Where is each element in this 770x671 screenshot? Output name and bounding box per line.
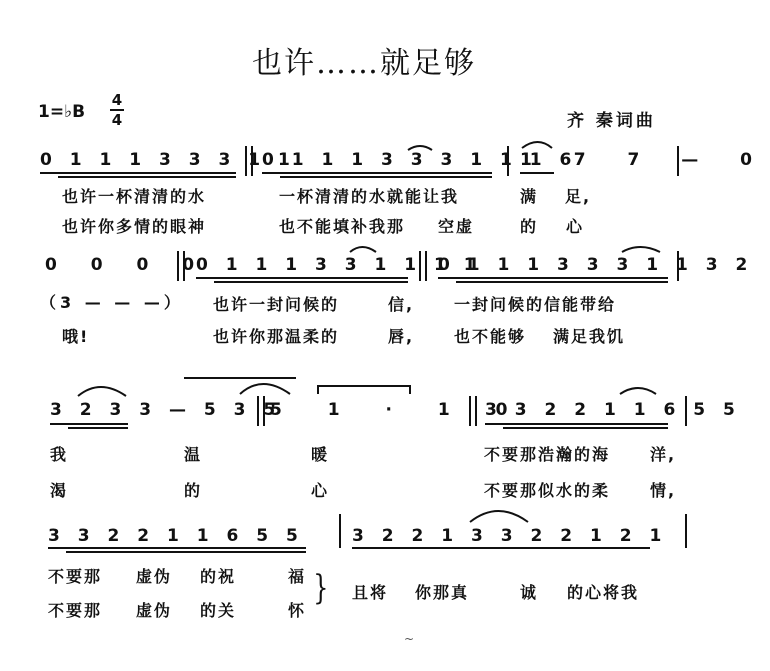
system2-measure1: 0 0 0 0: [45, 255, 209, 275]
lyric: 不要那: [48, 567, 103, 586]
slur: [240, 384, 290, 394]
system2-measure3: 0 1 1 1 3 3 3 1 1 3 2: [438, 255, 754, 275]
system1-measure2: 0 1 1 1 3 3 3 1 1 1 6: [262, 150, 578, 170]
lyric: 也许一杯清清的水: [62, 187, 207, 206]
system3-measure3: 3 3 2 2 1 1 6 5 5: [485, 400, 741, 420]
lyric: 也不能够: [454, 327, 527, 346]
lyric: 我: [50, 445, 69, 464]
lyric: 哦!: [62, 327, 90, 346]
lyric: 唇,: [388, 327, 415, 346]
lyric: 也许一封问候的: [213, 295, 340, 314]
lyric: 信,: [388, 295, 415, 314]
lyric: 洋,: [650, 445, 677, 464]
lyric: 不要那: [48, 601, 103, 620]
lyric: 怀: [288, 601, 307, 620]
composer-credit: 齐 秦词曲: [567, 111, 656, 131]
slur: [620, 388, 656, 394]
lyric: 不要那浩瀚的海: [484, 445, 611, 464]
lyric: 情,: [650, 481, 677, 500]
lyric: 一封问候的信能带给: [454, 295, 617, 314]
slur: [622, 247, 660, 252]
slur: [522, 142, 552, 148]
time-signature-top: 4: [111, 91, 123, 109]
lyric: 不要那似水的柔: [484, 481, 611, 500]
lyric: 虚伪: [136, 601, 173, 620]
lyric: 满: [520, 187, 539, 206]
lyric: 的心将我: [567, 583, 640, 602]
lyric: 一杯清清的水就能让我: [279, 187, 460, 206]
lyric: 也不能填补我那: [279, 217, 406, 236]
lyric: 也许你那温柔的: [213, 327, 340, 346]
lyric: 足,: [565, 187, 592, 206]
lyric: 的祝: [200, 567, 237, 586]
lyric: 你那真: [415, 583, 470, 602]
system2-measure2: 0 1 1 1 3 3 1 1 1 1: [196, 255, 482, 275]
slur: [350, 247, 376, 252]
system3-measure2: 5 1 · 1 0: [270, 400, 528, 420]
lyric: 渴: [50, 481, 69, 500]
brace-right: }: [313, 568, 329, 608]
lyric: 也许你多情的眼神: [62, 217, 207, 236]
system3-measure1: 3 2 3 3 — 5 3 5: [50, 400, 282, 420]
slur: [78, 387, 126, 396]
lyric: 的关: [200, 601, 237, 620]
tie: [318, 386, 410, 394]
system4-measure2: 3 2 2 1 3 3 2 2 1 2 1: [352, 526, 668, 546]
lyric: 暖: [311, 445, 330, 464]
lyric: 空虚: [438, 217, 475, 236]
lyric: 虚伪: [136, 567, 173, 586]
time-signature-bottom: 4: [111, 111, 123, 129]
slur: [408, 146, 432, 150]
lyric: 温: [184, 445, 203, 464]
system1-measure3: 1 7 7 — 0: [520, 150, 770, 170]
lyric: 福: [288, 567, 307, 586]
system1-measure1: 0 1 1 1 3 3 3 1 1: [40, 150, 296, 170]
lyric: 且将: [352, 583, 389, 602]
key-signature: 1=♭B: [38, 102, 86, 122]
lyric: 的: [184, 481, 203, 500]
song-title: 也许……就足够: [252, 46, 476, 81]
lyric: （3 — — —）: [40, 293, 184, 312]
lyric: 诚: [520, 583, 539, 602]
page-mark: ~: [404, 632, 415, 646]
lyric: 的: [520, 217, 539, 236]
slur: [470, 511, 528, 522]
lyric: 满足我饥: [553, 327, 626, 346]
system4-measure1: 3 3 2 2 1 1 6 5 5: [48, 526, 304, 546]
lyric: 心: [566, 217, 585, 236]
lyric: 心: [311, 481, 330, 500]
